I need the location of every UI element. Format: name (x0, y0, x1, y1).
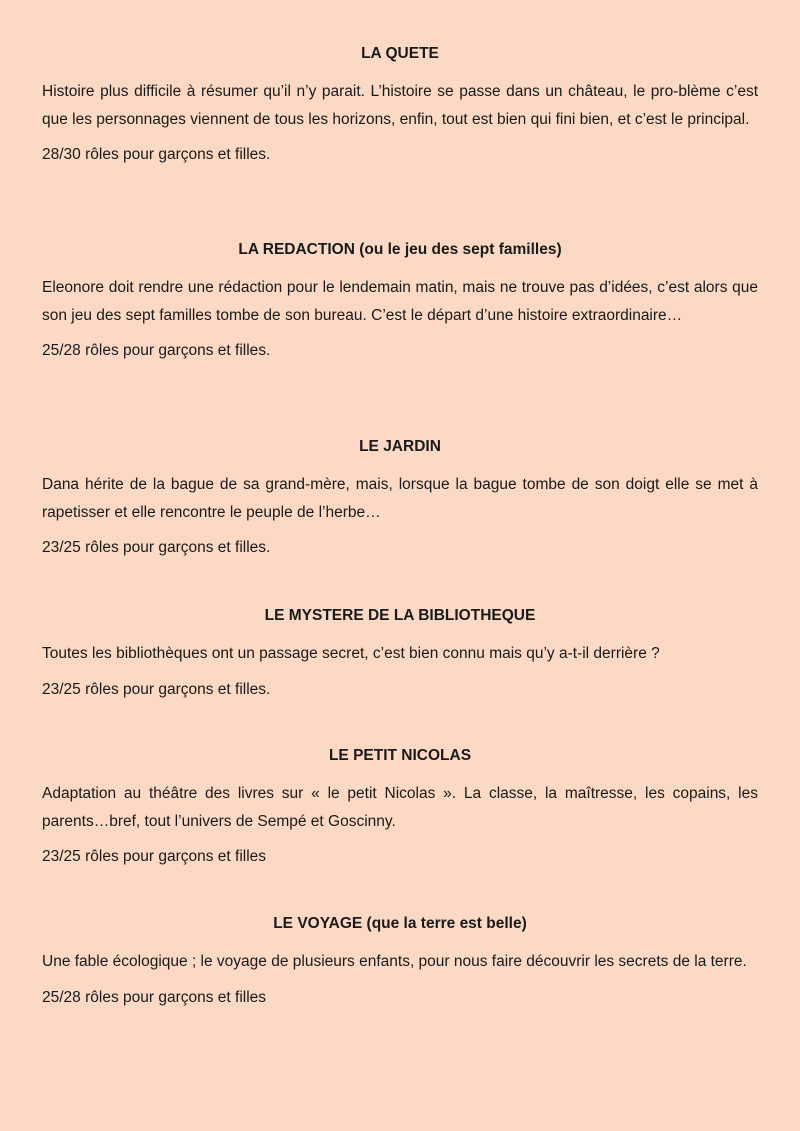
play-roles: 23/25 rôles pour garçons et filles (42, 848, 267, 865)
play-description: Toutes les bibliothèques ont un passage secret, c’est bien connu mais qu’y a-t-il derrière ? (42, 645, 660, 662)
play-roles: 23/25 rôles pour garçons et filles. (42, 539, 271, 556)
play-roles: 25/28 rôles pour garçons et filles (42, 988, 267, 1006)
play-entry-le-petit-nicolas (42, 746, 758, 870)
play-entry-le-mystere-de-la-bibliotheque (42, 606, 758, 703)
play-roles: 25/28 rôles pour garçons et filles. (42, 342, 271, 359)
play-title: LE MYSTERE DE LA BIBLIOTHEQUE (264, 607, 536, 624)
play-title: LA REDACTION (ou le jeu des sept familles) (238, 241, 562, 258)
play-description: Dana hérite de la bague de sa grand-mère, mais, lorsque la bague tombe de son doigt elle se met à rapetisser et elle rencontre le peuple de l’herbe… (42, 476, 758, 521)
play-entry-le-jardin (42, 437, 758, 561)
play-entry-le-voyage (42, 914, 758, 1011)
play-roles: 23/25 rôles pour garçons et filles. (42, 680, 271, 698)
play-roles: 28/30 rôles pour garçons et filles. (42, 146, 271, 163)
play-title: LE PETIT NICOLAS (328, 747, 472, 764)
play-entry-la-quete (42, 44, 758, 168)
play-title: LA QUETE (361, 45, 439, 62)
play-entry-la-redaction (42, 240, 758, 364)
play-description: Adaptation au théâtre des livres sur « le petit Nicolas ». La classe, la maîtresse, les copains, les parents…bref, tout l’univers de Sempé et Goscinny. (42, 785, 758, 830)
play-title: LE JARDIN (359, 438, 441, 455)
play-description: Eleonore doit rendre une rédaction pour le lendemain matin, mais ne trouve pas d’idées, c’est alors que son jeu des sept familles tombe de son bureau. C’est le départ d’une histoire extraordinaire… (42, 279, 758, 324)
play-description: Histoire plus difficile à résumer qu’il n’y parait. L’histoire se passe dans un château, le pro-blème c’est que les personnages viennent de tous les horizons, enfin, tout est bien qui fini bien, et c’est le principal. (42, 83, 758, 128)
play-title: LE VOYAGE (que la terre est belle) (273, 915, 527, 932)
play-description: Une fable écologique ; le voyage de plusieurs enfants, pour nous faire découvrir les secrets de la terre. (42, 953, 747, 970)
